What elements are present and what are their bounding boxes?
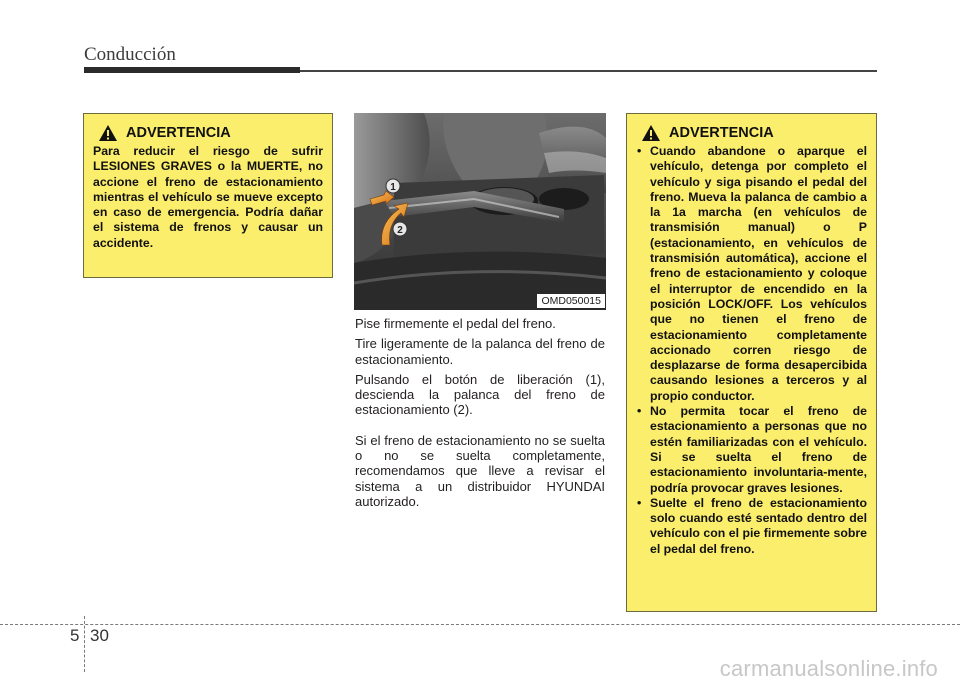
watermark: carmanualsonline.info xyxy=(719,656,938,681)
instruction-paragraph: Tire ligeramente de la palanca del freno de estacionamiento. xyxy=(355,336,605,367)
warning-header xyxy=(98,124,323,142)
warning-bullet xyxy=(636,496,867,557)
bullet-icon: • xyxy=(637,144,642,158)
warning-header xyxy=(641,124,867,142)
callout-2: 2 xyxy=(397,225,403,236)
instruction-paragraph: Pulsando el botón de liberación (1), descienda la palanca del freno de estacionamiento (2). xyxy=(355,371,605,418)
warning-box-left xyxy=(83,113,333,278)
instruction-paragraph: Pise firmemente el pedal del freno. xyxy=(355,316,556,331)
section-title: Conducción xyxy=(84,44,176,65)
footer-dashed-divider xyxy=(84,616,85,672)
warning-bullet-text: Suelte el freno de estacionamiento solo cuando esté sentado dentro del vehículo con el pie firmemente sobre el pedal del freno. xyxy=(650,495,867,556)
warning-triangle-icon xyxy=(641,124,661,142)
bullet-icon: • xyxy=(637,404,642,419)
instruction-text xyxy=(355,316,605,514)
warning-bullet-text: Cuando abandone o aparque el vehículo, detenga por completo el vehículo y siga pisando el pedal del freno. Mueva la palanca de cambio a la 1a marcha (en vehículos de transmisión manual) o P (estacionamiento, en vehículos de transmisión automática), accione el freno de estacionamiento y coloque el interruptor de encendido en la posición LOCK/OFF. Los vehículos que no tienen el freno de estacionamiento completamente accionado corren riesgo de desplazarse de forma desapercibida causando lesiones a terceros y al propio conductor. xyxy=(650,144,867,403)
figure-code: OMD050015 xyxy=(537,294,605,308)
warning-box-right xyxy=(626,113,877,612)
warning-bullet xyxy=(636,404,867,496)
parking-brake-illustration xyxy=(354,113,606,310)
warning-bullet-text: No permita tocar el freno de estacionamiento a personas que no estén familiarizadas con el vehículo. Si se suelta el freno de estacionamiento involuntaria-mente, podría provocar graves lesiones. xyxy=(650,404,867,495)
header-rule-thick xyxy=(84,67,300,73)
warning-bullet xyxy=(636,144,867,404)
header-rule-thin xyxy=(300,70,877,72)
parking-brake-figure xyxy=(354,113,606,310)
warning-triangle-icon xyxy=(98,124,118,142)
bullet-icon: • xyxy=(637,495,642,510)
warning-title: ADVERTENCIA xyxy=(126,125,231,141)
warning-title: ADVERTENCIA xyxy=(669,125,774,141)
chapter-number: 5 xyxy=(70,626,80,645)
warning-text: Para reducir el riesgo de sufrir LESIONES GRAVES o la MUERTE, no accione el freno de estacionamiento mientras el vehículo se mueve excepto en caso de emergencia. Podría dañar el sistema de frenos y causar un accidente. xyxy=(93,144,323,250)
page-number: 30 xyxy=(90,626,109,645)
footer-dashed-rule xyxy=(0,624,960,625)
callout-1: 1 xyxy=(390,182,396,193)
warning-bullet-list xyxy=(636,144,867,557)
instruction-paragraph: Si el freno de estacionamiento no se suelta o no se suelta completamente, recomendamos que lleve a revisar el sistema a un distribuidor HYUNDAI autorizado. xyxy=(355,432,605,509)
